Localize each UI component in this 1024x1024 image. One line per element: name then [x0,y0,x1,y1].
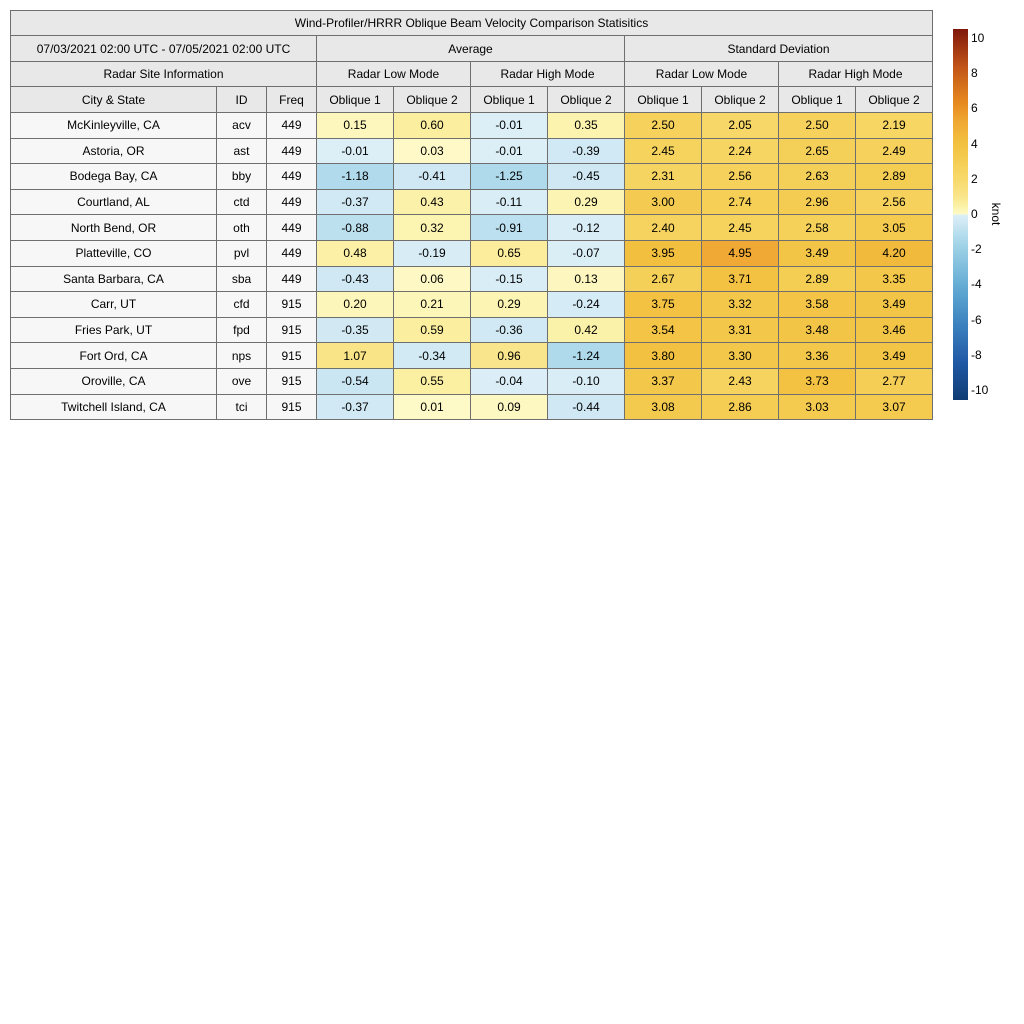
colorbar-tick--4: -4 [971,277,982,292]
value-cell: 0.43 [394,189,471,215]
col-header-oblique1-std-low: Oblique 1 [625,87,702,113]
value-cell: 3.37 [625,368,702,394]
colorbar [953,29,968,400]
col-header-oblique2-std-low: Oblique 2 [702,87,779,113]
value-cell: 2.24 [702,138,779,164]
colorbar-tick-4: 4 [971,136,978,151]
col-header-oblique2-avg-low: Oblique 2 [394,87,471,113]
site-id-cell: sba [217,266,267,292]
value-cell: -0.11 [471,189,548,215]
col-header-oblique2-std-high: Oblique 2 [856,87,933,113]
value-cell: -0.44 [548,394,625,420]
freq-cell: 449 [267,240,317,266]
table-row [11,215,933,241]
value-cell: 3.31 [702,317,779,343]
value-cell: -0.37 [317,394,394,420]
colorbar-tick-8: 8 [971,66,978,81]
site-info-header: Radar Site Information [11,62,317,87]
value-cell: 2.56 [702,164,779,190]
mode-header-avg-low: Radar Low Mode [317,62,471,87]
value-cell: -0.39 [548,138,625,164]
site-id-cell: fpd [217,317,267,343]
col-header-oblique1-std-high: Oblique 1 [779,87,856,113]
freq-cell: 449 [267,215,317,241]
value-cell: 3.48 [779,317,856,343]
site-id-cell: bby [217,164,267,190]
colorbar-tick-6: 6 [971,101,978,116]
value-cell: -1.18 [317,164,394,190]
value-cell: -0.45 [548,164,625,190]
site-id-cell: ctd [217,189,267,215]
value-cell: 0.15 [317,113,394,139]
value-cell: 2.40 [625,215,702,241]
value-cell: -0.24 [548,292,625,318]
value-cell: 3.49 [856,292,933,318]
value-cell: -0.07 [548,240,625,266]
value-cell: 3.80 [625,343,702,369]
value-cell: 3.32 [702,292,779,318]
value-cell: 2.65 [779,138,856,164]
value-cell: -1.25 [471,164,548,190]
value-cell: 0.42 [548,317,625,343]
value-cell: 3.49 [779,240,856,266]
value-cell: -1.24 [548,343,625,369]
value-cell: 0.03 [394,138,471,164]
table-row [11,138,933,164]
value-cell: -0.37 [317,189,394,215]
col-header-id: ID [217,87,267,113]
value-cell: 3.36 [779,343,856,369]
value-cell: -0.10 [548,368,625,394]
site-id-cell: tci [217,394,267,420]
group-header-average: Average [317,36,625,62]
site-id-cell: ove [217,368,267,394]
city-state-cell: Fries Park, UT [11,317,217,343]
value-cell: 2.05 [702,113,779,139]
value-cell: 4.20 [856,240,933,266]
table-row [11,343,933,369]
value-cell: 3.73 [779,368,856,394]
mode-header-avg-high: Radar High Mode [471,62,625,87]
city-state-cell: Astoria, OR [11,138,217,164]
site-id-cell: oth [217,215,267,241]
freq-cell: 449 [267,113,317,139]
freq-cell: 449 [267,138,317,164]
value-cell: -0.41 [394,164,471,190]
site-id-cell: nps [217,343,267,369]
value-cell: -0.15 [471,266,548,292]
city-state-cell: Platteville, CO [11,240,217,266]
value-cell: 2.50 [625,113,702,139]
value-cell: 3.71 [702,266,779,292]
value-cell: 2.89 [856,164,933,190]
value-cell: -0.43 [317,266,394,292]
city-state-cell: McKinleyville, CA [11,113,217,139]
colorbar-tick-2: 2 [971,171,978,186]
mode-header-std-high: Radar High Mode [779,62,933,87]
value-cell: 0.20 [317,292,394,318]
city-state-cell: Fort Ord, CA [11,343,217,369]
city-state-cell: Santa Barbara, CA [11,266,217,292]
value-cell: 2.49 [856,138,933,164]
value-cell: 3.54 [625,317,702,343]
value-cell: 3.49 [856,343,933,369]
value-cell: -0.88 [317,215,394,241]
table-row [11,113,933,139]
table-row [11,189,933,215]
value-cell: 3.75 [625,292,702,318]
colorbar-tick-0: 0 [971,207,978,221]
table-row [11,317,933,343]
city-state-cell: Carr, UT [11,292,217,318]
value-cell: 2.56 [856,189,933,215]
city-state-cell: Bodega Bay, CA [11,164,217,190]
colorbar-tick--2: -2 [971,242,982,257]
freq-cell: 915 [267,368,317,394]
col-header-oblique1-avg-low: Oblique 1 [317,87,394,113]
value-cell: 1.07 [317,343,394,369]
value-cell: 0.09 [471,394,548,420]
value-cell: 3.07 [856,394,933,420]
col-header-oblique2-avg-high: Oblique 2 [548,87,625,113]
value-cell: 2.58 [779,215,856,241]
value-cell: -0.04 [471,368,548,394]
value-cell: 2.50 [779,113,856,139]
value-cell: 2.43 [702,368,779,394]
value-cell: 3.58 [779,292,856,318]
value-cell: 0.13 [548,266,625,292]
value-cell: 0.48 [317,240,394,266]
value-cell: 2.45 [702,215,779,241]
value-cell: 0.21 [394,292,471,318]
site-id-cell: ast [217,138,267,164]
value-cell: 3.03 [779,394,856,420]
value-cell: 0.59 [394,317,471,343]
colorbar-tick--10: -10 [971,383,989,397]
table-row [11,240,933,266]
value-cell: 0.60 [394,113,471,139]
value-cell: -0.01 [471,113,548,139]
value-cell: 3.05 [856,215,933,241]
value-cell: 3.00 [625,189,702,215]
value-cell: 2.45 [625,138,702,164]
table-row [11,368,933,394]
value-cell: 0.35 [548,113,625,139]
value-cell: 2.74 [702,189,779,215]
value-cell: -0.19 [394,240,471,266]
city-state-cell: Twitchell Island, CA [11,394,217,420]
value-cell: -0.12 [548,215,625,241]
city-state-cell: North Bend, OR [11,215,217,241]
colorbar-tick-10: 10 [971,31,985,45]
value-cell: 2.89 [779,266,856,292]
value-cell: 3.30 [702,343,779,369]
table-row [11,292,933,318]
value-cell: 0.06 [394,266,471,292]
value-cell: 0.96 [471,343,548,369]
date-range: 07/03/2021 02:00 UTC - 07/05/2021 02:00 UTC [11,36,317,62]
freq-cell: 449 [267,266,317,292]
freq-cell: 915 [267,343,317,369]
site-id-cell: cfd [217,292,267,318]
freq-cell: 449 [267,164,317,190]
value-cell: 0.65 [471,240,548,266]
colorbar-unit-label: knot [989,202,1003,226]
colorbar-tick--8: -8 [971,347,982,362]
value-cell: 0.55 [394,368,471,394]
value-cell: 3.46 [856,317,933,343]
freq-cell: 915 [267,394,317,420]
table-row [11,266,933,292]
col-header-freq: Freq [267,87,317,113]
value-cell: 2.86 [702,394,779,420]
value-cell: 3.08 [625,394,702,420]
group-header-std-deviation: Standard Deviation [625,36,933,62]
site-id-cell: acv [217,113,267,139]
value-cell: 3.35 [856,266,933,292]
freq-cell: 449 [267,189,317,215]
city-state-cell: Courtland, AL [11,189,217,215]
value-cell: 2.77 [856,368,933,394]
table-row [11,394,933,420]
value-cell: -0.91 [471,215,548,241]
city-state-cell: Oroville, CA [11,368,217,394]
comparison-table [10,10,933,420]
value-cell: 0.32 [394,215,471,241]
value-cell: 2.96 [779,189,856,215]
value-cell: -0.35 [317,317,394,343]
col-header-city-state: City & State [11,87,217,113]
value-cell: 0.29 [471,292,548,318]
value-cell: 0.01 [394,394,471,420]
freq-cell: 915 [267,317,317,343]
value-cell: 0.29 [548,189,625,215]
figure-title: Wind-Profiler/HRRR Oblique Beam Velocity Comparison Statisitics [11,11,933,36]
table-row [11,164,933,190]
value-cell: -0.01 [317,138,394,164]
value-cell: 2.67 [625,266,702,292]
value-cell: -0.34 [394,343,471,369]
value-cell: -0.36 [471,317,548,343]
value-cell: -0.01 [471,138,548,164]
colorbar-tick--6: -6 [971,312,982,327]
col-header-oblique1-avg-high: Oblique 1 [471,87,548,113]
value-cell: 2.63 [779,164,856,190]
mode-header-std-low: Radar Low Mode [625,62,779,87]
value-cell: 3.95 [625,240,702,266]
freq-cell: 915 [267,292,317,318]
value-cell: 2.19 [856,113,933,139]
site-id-cell: pvl [217,240,267,266]
value-cell: -0.54 [317,368,394,394]
value-cell: 4.95 [702,240,779,266]
value-cell: 2.31 [625,164,702,190]
